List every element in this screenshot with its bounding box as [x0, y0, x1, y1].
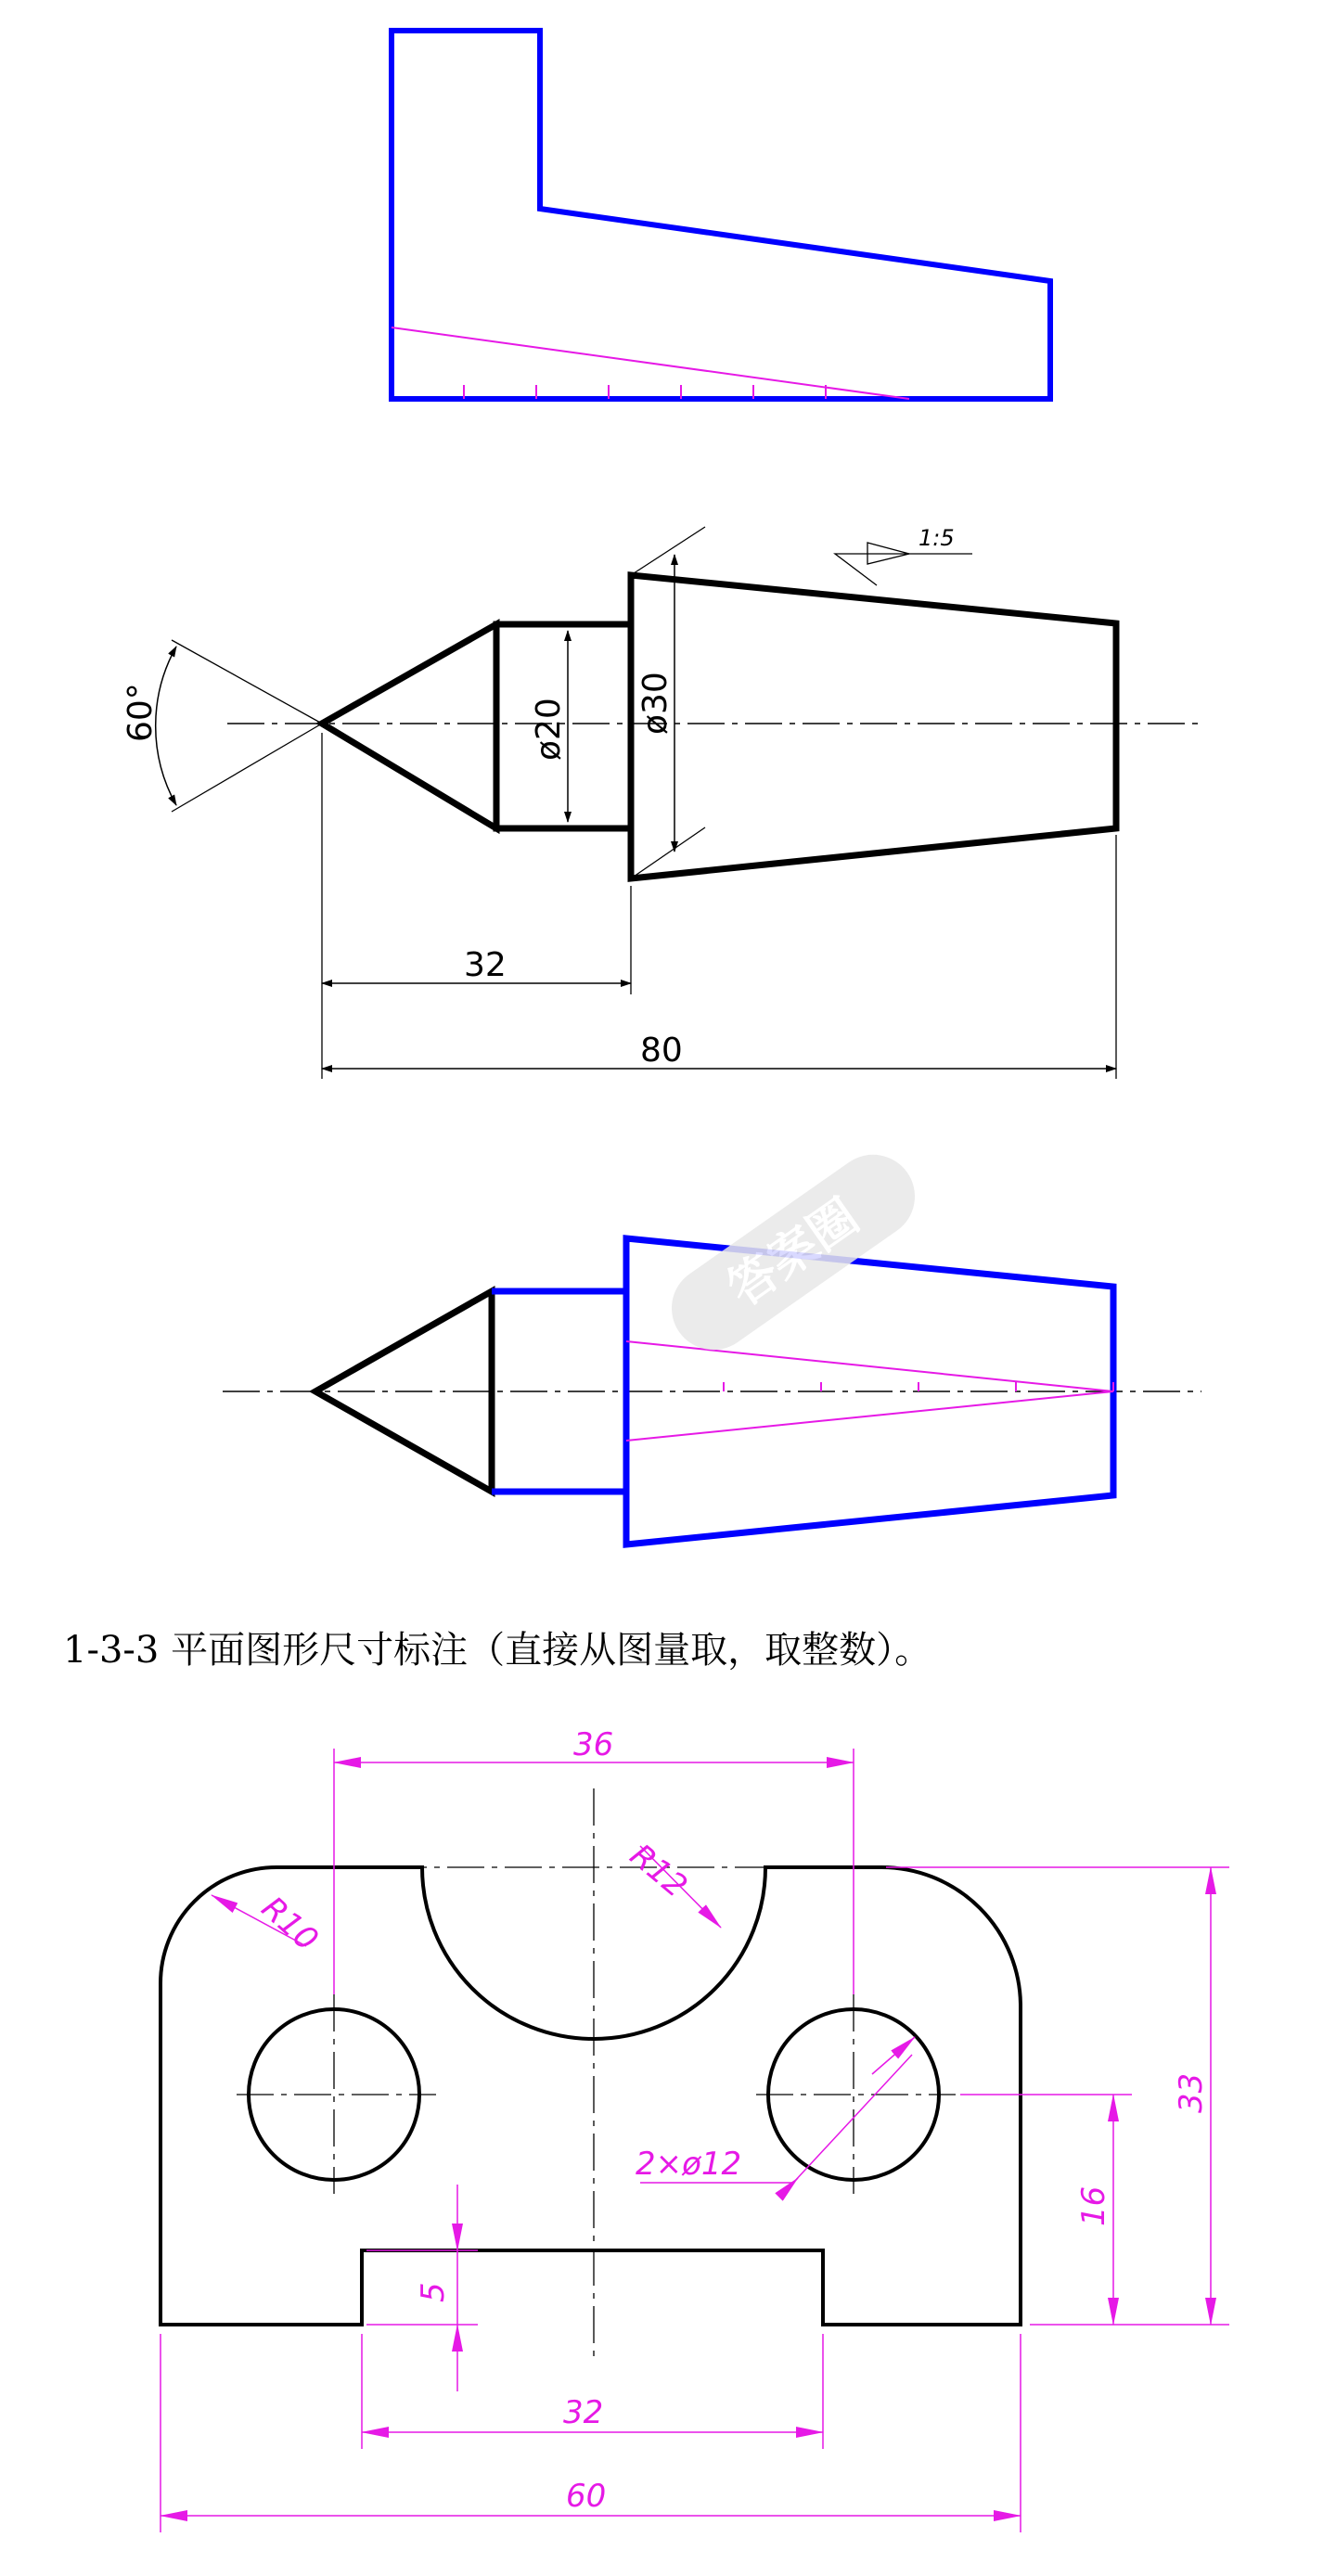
answer-guide-lower: [626, 1391, 1113, 1441]
dim36-label: 36: [573, 1726, 614, 1763]
slope-outline: [392, 31, 1050, 399]
dia20-label: ø20: [530, 698, 568, 761]
taper-figure: [122, 525, 1201, 1079]
plate-figure: [161, 1726, 1229, 2532]
angle-label: 60°: [122, 683, 160, 742]
dim32-label: 32: [563, 2394, 604, 2431]
watermark-stamp: [655, 1138, 931, 1366]
taper-label: 1:5: [918, 525, 955, 551]
len32-label: 32: [464, 946, 507, 984]
angle-ext-upper: [172, 640, 322, 724]
plate-centerlines: [237, 1788, 956, 2361]
dim60-label: 60: [566, 2478, 607, 2515]
r12-label: R12: [623, 1837, 695, 1905]
dia30-label: ø30: [636, 672, 674, 735]
taper-leader: [835, 554, 972, 585]
holes-label: 2×ø12: [636, 2146, 742, 2183]
dim5-label: 5: [415, 2282, 452, 2302]
slope-guide-line: [392, 327, 909, 399]
frustum-outline: [631, 575, 1116, 878]
answer-ticks: [724, 1382, 1113, 1391]
answer-guide-upper: [626, 1341, 1113, 1391]
len80-label: 80: [640, 1032, 683, 1070]
watermark-text: 答案圈: [718, 1188, 869, 1318]
r10-label: R10: [253, 1889, 326, 1959]
dim33-label: 33: [1173, 2072, 1210, 2113]
dim16-label: 16: [1075, 2185, 1112, 2226]
dia30-ext-upper: [631, 527, 705, 575]
angle-ext-lower: [172, 724, 322, 812]
slope-figure: [392, 31, 1050, 399]
section-caption: 1-3-3 平面图形尺寸标注（直接从图量取，取整数）。: [63, 1629, 932, 1672]
cone-outline: [322, 624, 496, 828]
taper-answer-figure: [223, 1138, 1201, 1544]
